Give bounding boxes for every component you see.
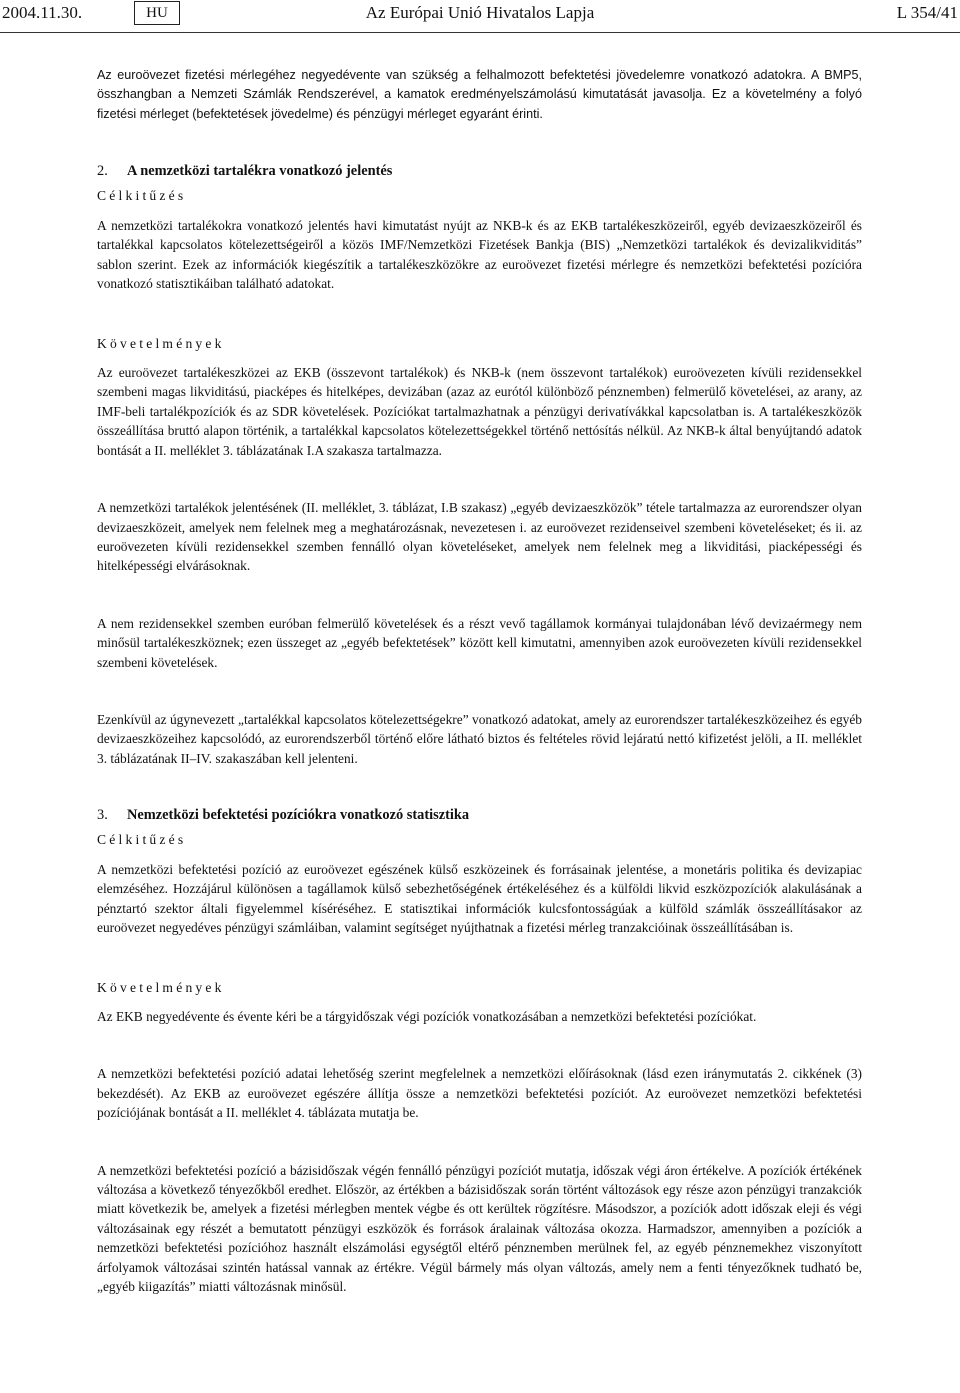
section-3-paragraph-3: A nemzetközi befektetési pozíció a bázisidőszak végén fennálló pénzügyi pozíciót mutatja, időszak végi áron értékelve. A pozíciók értékének változása a következő tényezőkből eredhet. Először, az értékben a bázisidőszak során történt változások egy része azon pénzügyi tranzakciók miatt következik be, amelyek a fizetési mérlegben mentek végbe és ott kerültek rögzítésre. Másodszor, a pozíciók adott időszak eleji és végi változásainak egy részét a bemutatott pénzügyi eszközök és források áralainak változása okozza. Harmadszor, amennyiben a pozíciók a nemzetközi befektetési pozícióhoz használt elszámolási egységtől eltérő pénznemben merülnek fel, az egyéb pénznemekhez viszonyított árfolyamok változásai szintén hatással vannak az értékre. Végül bármely más olyan változás, amely nem a fenti tényezőknek tudható be, „egyéb kiigazítás” miatti változásnak minősül. [97, 1162, 862, 1295]
language-badge: HU [134, 1, 180, 25]
section-2-paragraph-2: A nemzetközi tartalékok jelentésének (II. melléklet, 3. táblázat, I.B szakasz) „egyéb devizaeszközök” tétele tartalmazza az eurorendszer olyan devizaeszközeit, amelyek nem felelnek meg a meghatározásnak, nevezetesen i. az euroövezet rezidenseivel szembeni követeléseket; és ii. az euroövezeten kívüli rezidensekkel szemben fennálló olyan követeléseket, amelyek nem felelnek meg a likviditási, piacképességi és hitelképességi elvárásoknak. [97, 500, 862, 574]
section-3-title: Nemzetközi befektetési pozíciókra vonatkozó statisztika [127, 807, 470, 824]
publication-date: 2004.11.30. [2, 3, 83, 22]
section-2-paragraph-4: Ezenkívül az úgynevezett „tartalékkal kapcsolatos kötelezettségekre” vonatkozó adatokat, amely az eurorendszer tartalékeszközeihez és egyéb devizaeszközeihez kapcsolódó, az eurorendszerből történő előre látható biztos és feltételes rövid lejáratú nettó kifizetést jelöli, a II. melléklet 3. táblázatának II–IV. szakaszában kell jelenteni. [97, 711, 862, 766]
page-number: L 354/41 [896, 3, 958, 22]
section-2-title: A nemzetközi tartalékra vonatkozó jelentés [127, 163, 393, 180]
section-3-number: 3. [97, 807, 108, 824]
section-3-objective-label: Célkitűzés [97, 831, 187, 847]
section-3-heading [97, 806, 862, 825]
section-3-paragraph-1: Az EKB negyedévente és évente kéri be a tárgyidőszak végi pozíciók vonatkozásában a nemzetközi befektetési pozíciókat. [97, 1009, 757, 1024]
section-3-paragraph-2: A nemzetközi befektetési pozíció adatai lehetőség szerint megfelelnek a nemzetközi előírásoknak (lásd ezen iránymutatás 2. cikkének (3) bekezdését). Az EKB az euroövezet egészére állítja össze a nemzetközi befektetési pozíciót. Az euroövezet nemzetközi befektetési pozíciójának bontását a II. melléklet 4. táblázata mutatja be. [97, 1066, 862, 1121]
journal-title: Az Európai Unió Hivatalos Lapja [365, 3, 595, 22]
document-body [97, 66, 862, 1296]
section-2-requirements-label: Követelmények [97, 335, 225, 351]
section-3-requirements-label: Követelmények [97, 979, 225, 995]
header-divider [0, 32, 960, 33]
section-2-heading [97, 162, 862, 181]
section-2-number: 2. [97, 163, 108, 180]
page-header [0, 0, 960, 26]
section-2-objective-text: A nemzetközi tartalékokra vonatkozó jelentés havi kimutatást nyújt az NKB-k és az EKB tartalékeszközeiről, egyéb devizaeszközeiről és tartalékkal kapcsolatos kötelezettségeiről a közös IMF/Nemzetközi Fizetések Bankja (BIS) „Nemzetközi tartalékok és devizalikviditás” sablon szerint. Ezek az információk kiegészítik a tartalékeszközökre az euroövezet fizetési mérlegre és nemzetközi befektetési pozícióra vonatkozó statisztikáiban található adatokat. [97, 218, 862, 292]
section-3-objective-text: A nemzetközi befektetési pozíció az euroövezet egészének külső eszközeinek és forrásainak jelentése, a monetáris politika és devizapiac elemzéséhez. Hozzájárul különösen a tagállamok külső sebezhetőségének értékeléséhez és a külföldi likvid eszközpozíciók alakulásának a pénztartó szektor általi figyelemmel kíséréséhez. E statisztikai információk kulcsfontosságúak a külföld számlák összeállításakor az euroövezet negyedéves pénzügyi számláiban, valamint segítséget nyújthatnak a fizetési mérleg tranzakcióinak összeállításában is. [97, 861, 862, 936]
section-2-objective-label: Célkitűzés [97, 187, 187, 203]
section-2-paragraph-1: Az euroövezet tartalékeszközei az EKB (összevont tartalékok) és NKB-k (nem összevont tartalékok) euroövezeten kívüli rezidensekkel szembeni magas likviditású, piacképes és hitelképes, devizában (azaz az eurótól különböző pénznemben) felmerülő követelései, az arany, az IMF-beli tartalékpozíciók és az SDR követelések. Pozíciókat tartalmazhatnak a pénzügyi derivatívákkal kapcsolatban is. A tartalékeszközök összeállítása bruttó alapon történik, a tartalékkal kapcsolatos kötelezettségekkel történő nettósítás nélkül. Az NKB-k által benyújtandó adatok bontását a II. melléklet 3. táblázatának I.A szakasza tartalmazza. [97, 365, 862, 458]
section-2-paragraph-3: A nem rezidensekkel szemben euróban felmerülő követelések és a részt vevő tagállamok kormányai tulajdonában lévő devizaérmegy nem minősül tartalékeszköznek; ezen üsszeget az „egyéb befektetések” között kell kimutatni, amennyiben azok euroövezeten kívüli rezidensekkel szembeni követelések. [97, 615, 862, 670]
intro-paragraph: Az euroövezet fizetési mérlegéhez negyedévente van szükség a felhalmozott befektetési jövedelemre vonatkozó adatokra. A BMP5, összhangban a Nemzeti Számlák Rendszerével, a kamatok eredményelszámolású kimutatását javasolja. Ez a követelmény a folyó fizetési mérleget (befektetések jövedelme) és pénzügyi mérleget egyaránt érinti. [97, 68, 862, 121]
